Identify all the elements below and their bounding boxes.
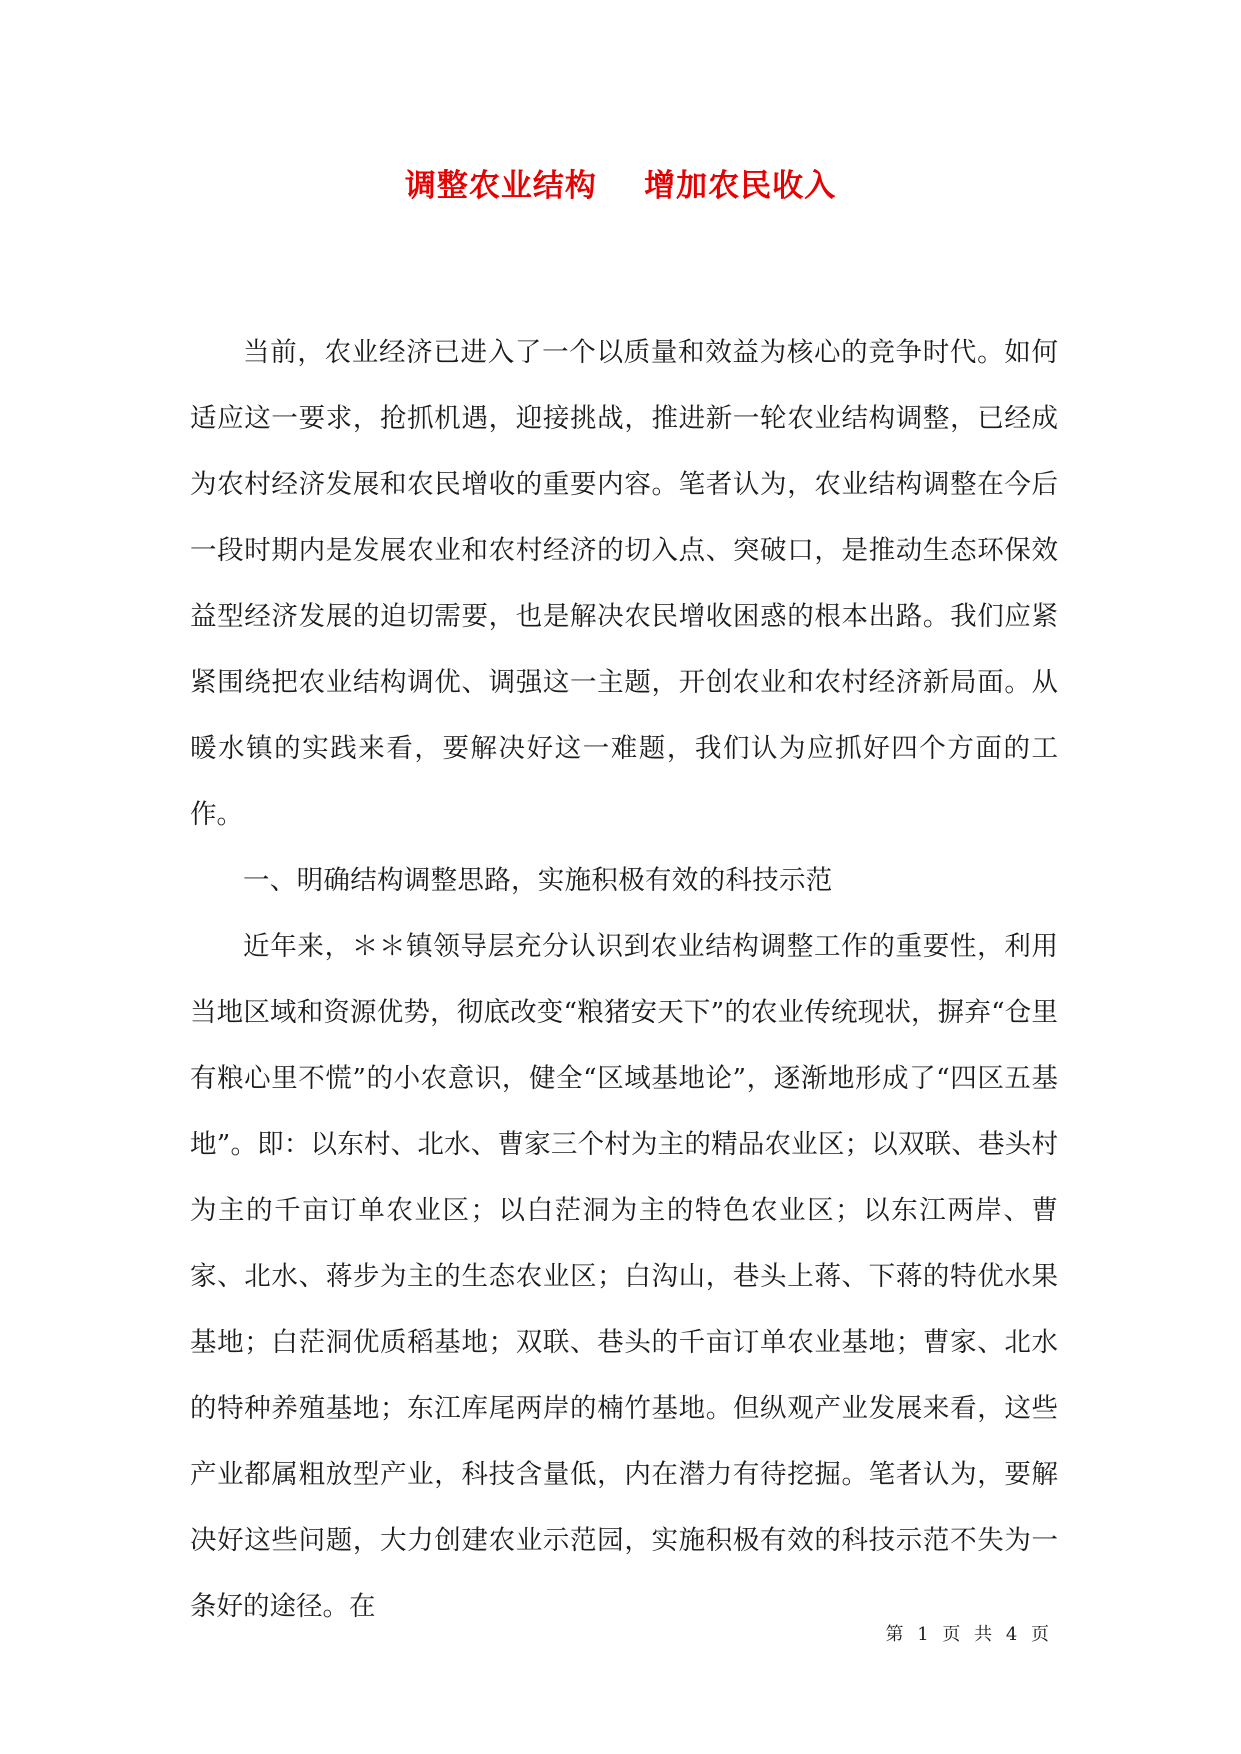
page-number-footer: 第 1 页 共 4 页 (885, 1624, 1053, 1645)
document-title: 调整农业结构 增加农民收入 (404, 168, 837, 204)
document-body (190, 320, 1058, 1640)
section-heading-1: 一、明确结构调整思路，实施积极有效的科技示范 (243, 865, 833, 896)
paragraph-section-1: 近年来，＊＊镇领导层充分认识到农业结构调整工作的重要性，利用当地区域和资源优势，彻底改变“粮猪安天下”的农业传统现状，摒弃“仓里有粮心里不慌”的小农意识，健全“区域基地论”，逐渐地形成了“四区五基地”。即：以东村、北水、曹家三个村为主的精品农业区；以双联、巷头村为主的千亩订单农业区；以白茫洞为主的特色农业区；以东江两岸、曹家、北水、蒋步为主的生态农业区；白沟山，巷头上蒋、下蒋的特优水果基地；白茫洞优质稻基地；双联、巷头的千亩订单农业基地；曹家、北水的特种养殖基地；东江库尾两岸的楠竹基地。但纵观产业发展来看，这些产业都属粗放型产业，科技含量低，内在潜力有待挖掘。笔者认为，要解决好这些问题，大力创建农业示范园，实施积极有效的科技示范不失为一条好的途径。在 (190, 931, 1058, 1622)
paragraph-intro: 当前，农业经济已进入了一个以质量和效益为核心的竞争时代。如何适应这一要求，抢抓机遇，迎接挑战，推进新一轮农业结构调整，已经成为农村经济发展和农民增收的重要内容。笔者认为，农业结构调整在今后一段时期内是发展农业和农村经济的切入点、突破口，是推动生态环保效益型经济发展的迫切需要，也是解决农民增收困惑的根本出路。我们应紧紧围绕把农业结构调优、调强这一主题，开创农业和农村经济新局面。从暖水镇的实践来看，要解决好这一难题，我们认为应抓好四个方面的工作。 (190, 337, 1058, 830)
